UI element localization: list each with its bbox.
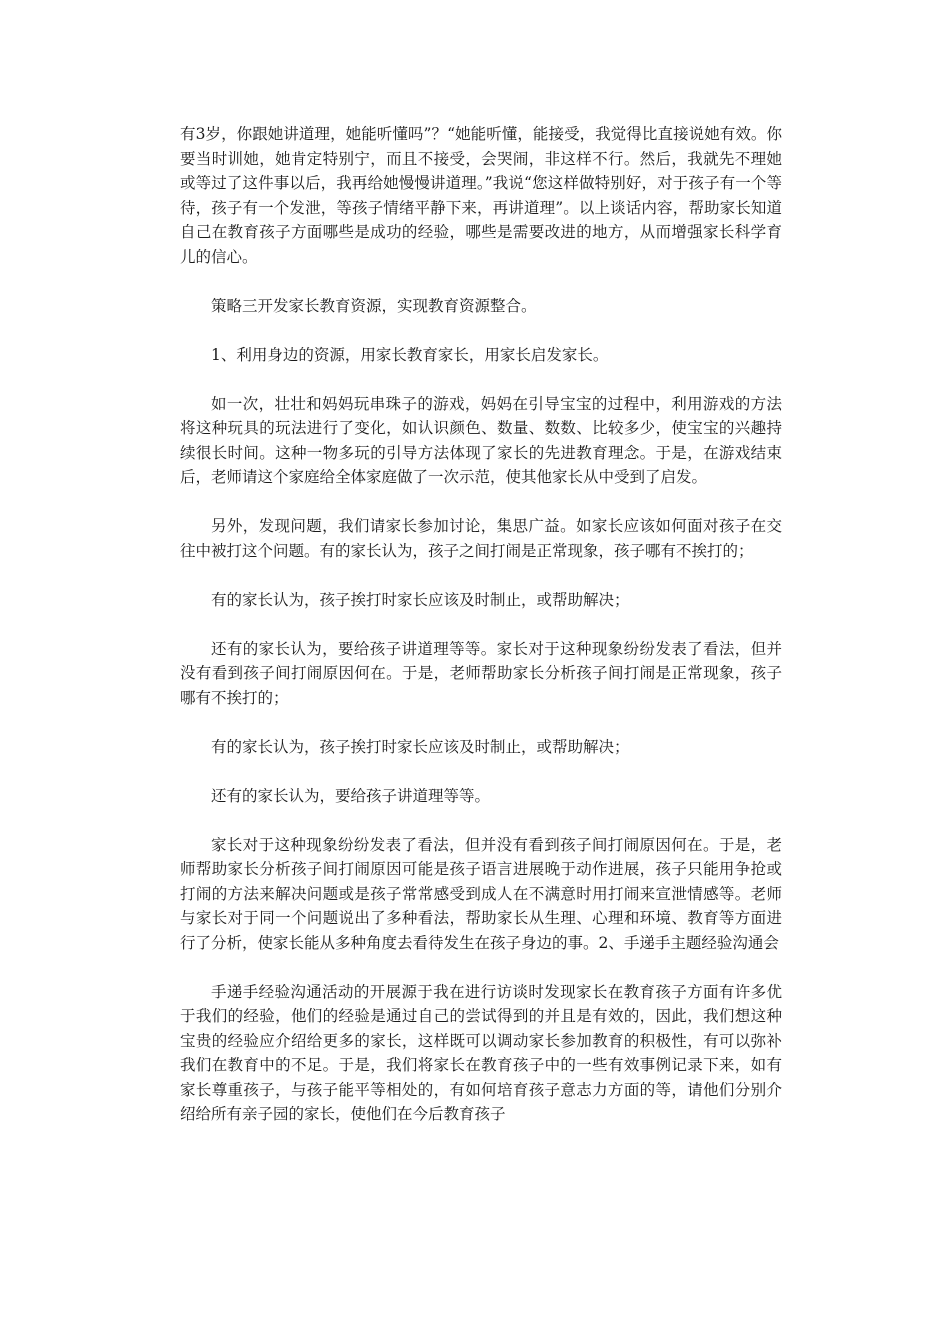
paragraph-1: 有3岁，你跟她讲道理，她能听懂吗”？“她能听懂，能接受，我觉得比直接说她有效。你要当时训她，她肯定特别宁，而且不接受，会哭闹，非这样不行。然后，我就先不理她或等过了这件事以后，我再给她慢慢讲道理。”我说“您这样做特别好，对于孩子有一个等待，孩子有一个发泄，等孩子情绪平静下来，再讲道理”。以上谈话内容，帮助家长知道自己在教育孩子方面哪些是成功的经验，哪些是需要改进的地方，从而增强家长科学育儿的信心。 bbox=[180, 125, 782, 266]
document-body bbox=[180, 122, 782, 1151]
paragraph-opinion-reasoning: 还有的家长认为，要给孩子讲道理等等。家长对于这种现象纷纷发表了看法，但并没有看到孩子间打闹原因何在。于是，老师帮助家长分析孩子间打闹是正常现象，孩子哪有不挨打的； bbox=[180, 639, 782, 707]
paragraph-point-1-heading: 1、利用身边的资源，用家长教育家长，用家长启发家长。 bbox=[211, 345, 609, 364]
paragraph-bead-game-example: 如一次，壮壮和妈妈玩串珠子的游戏，妈妈在引导宝宝的过程中，利用游戏的方法将这种玩具的玩法进行了变化，如认识颜色、数量、数数、比较多少，使宝宝的兴趣持续很长时间。这种一物多玩的引导方法体现了家长的先进教育理念。于是，在游戏结束后，老师请这个家庭给全体家庭做了一次示范，使其他家长从中受到了启发。 bbox=[180, 394, 782, 486]
paragraph-analysis: 家长对于这种现象纷纷发表了看法，但并没有看到孩子间打闹原因何在。于是，老师帮助家长分析孩子间打闹原因可能是孩子语言进展晚于动作进展，孩子只能用争抢或打闹的方法来解决问题或是孩子常常感受到成人在不满意时用打闹来宣泄情感等。老师与家长对于同一个问题说出了多种看法，帮助家长从生理、心理和环境、教育等方面进行了分析，使家长能从多种角度去看待发生在孩子身边的事。2、手递手主题经验沟通会 bbox=[180, 835, 782, 952]
paragraph-strategy-3-heading: 策略三开发家长教育资源，实现教育资源整合。 bbox=[211, 296, 537, 315]
paragraph-opinion-stop-repeat: 有的家长认为，孩子挨打时家长应该及时制止，或帮助解决； bbox=[211, 737, 630, 756]
paragraph-opinion-reasoning-short: 还有的家长认为，要给孩子讲道理等等。 bbox=[211, 786, 491, 805]
paragraph-discussion: 另外，发现问题，我们请家长参加讨论，集思广益。如家长应该如何面对孩子在交往中被打这个问题。有的家长认为，孩子之间打闹是正常现象，孩子哪有不挨打的； bbox=[180, 517, 782, 560]
paragraph-opinion-stop: 有的家长认为，孩子挨打时家长应该及时制止，或帮助解决； bbox=[211, 590, 630, 609]
paragraph-hand-to-hand: 手递手经验沟通活动的开展源于我在进行访谈时发现家长在教育孩子方面有许多优于我们的经验，他们的经验是通过自己的尝试得到的并且是有效的，因此，我们想这种宝贵的经验应介绍给更多的家长，这样既可以调动家长参加教育的积极性，有可以弥补我们在教育中的不足。于是，我们将家长在教育孩子中的一些有效事例记录下来，如有家长尊重孩子，与孩子能平等相处的，有如何培育孩子意志力方面的等，请他们分别介绍给所有亲子园的家长，使他们在今后教育孩子 bbox=[180, 982, 782, 1123]
